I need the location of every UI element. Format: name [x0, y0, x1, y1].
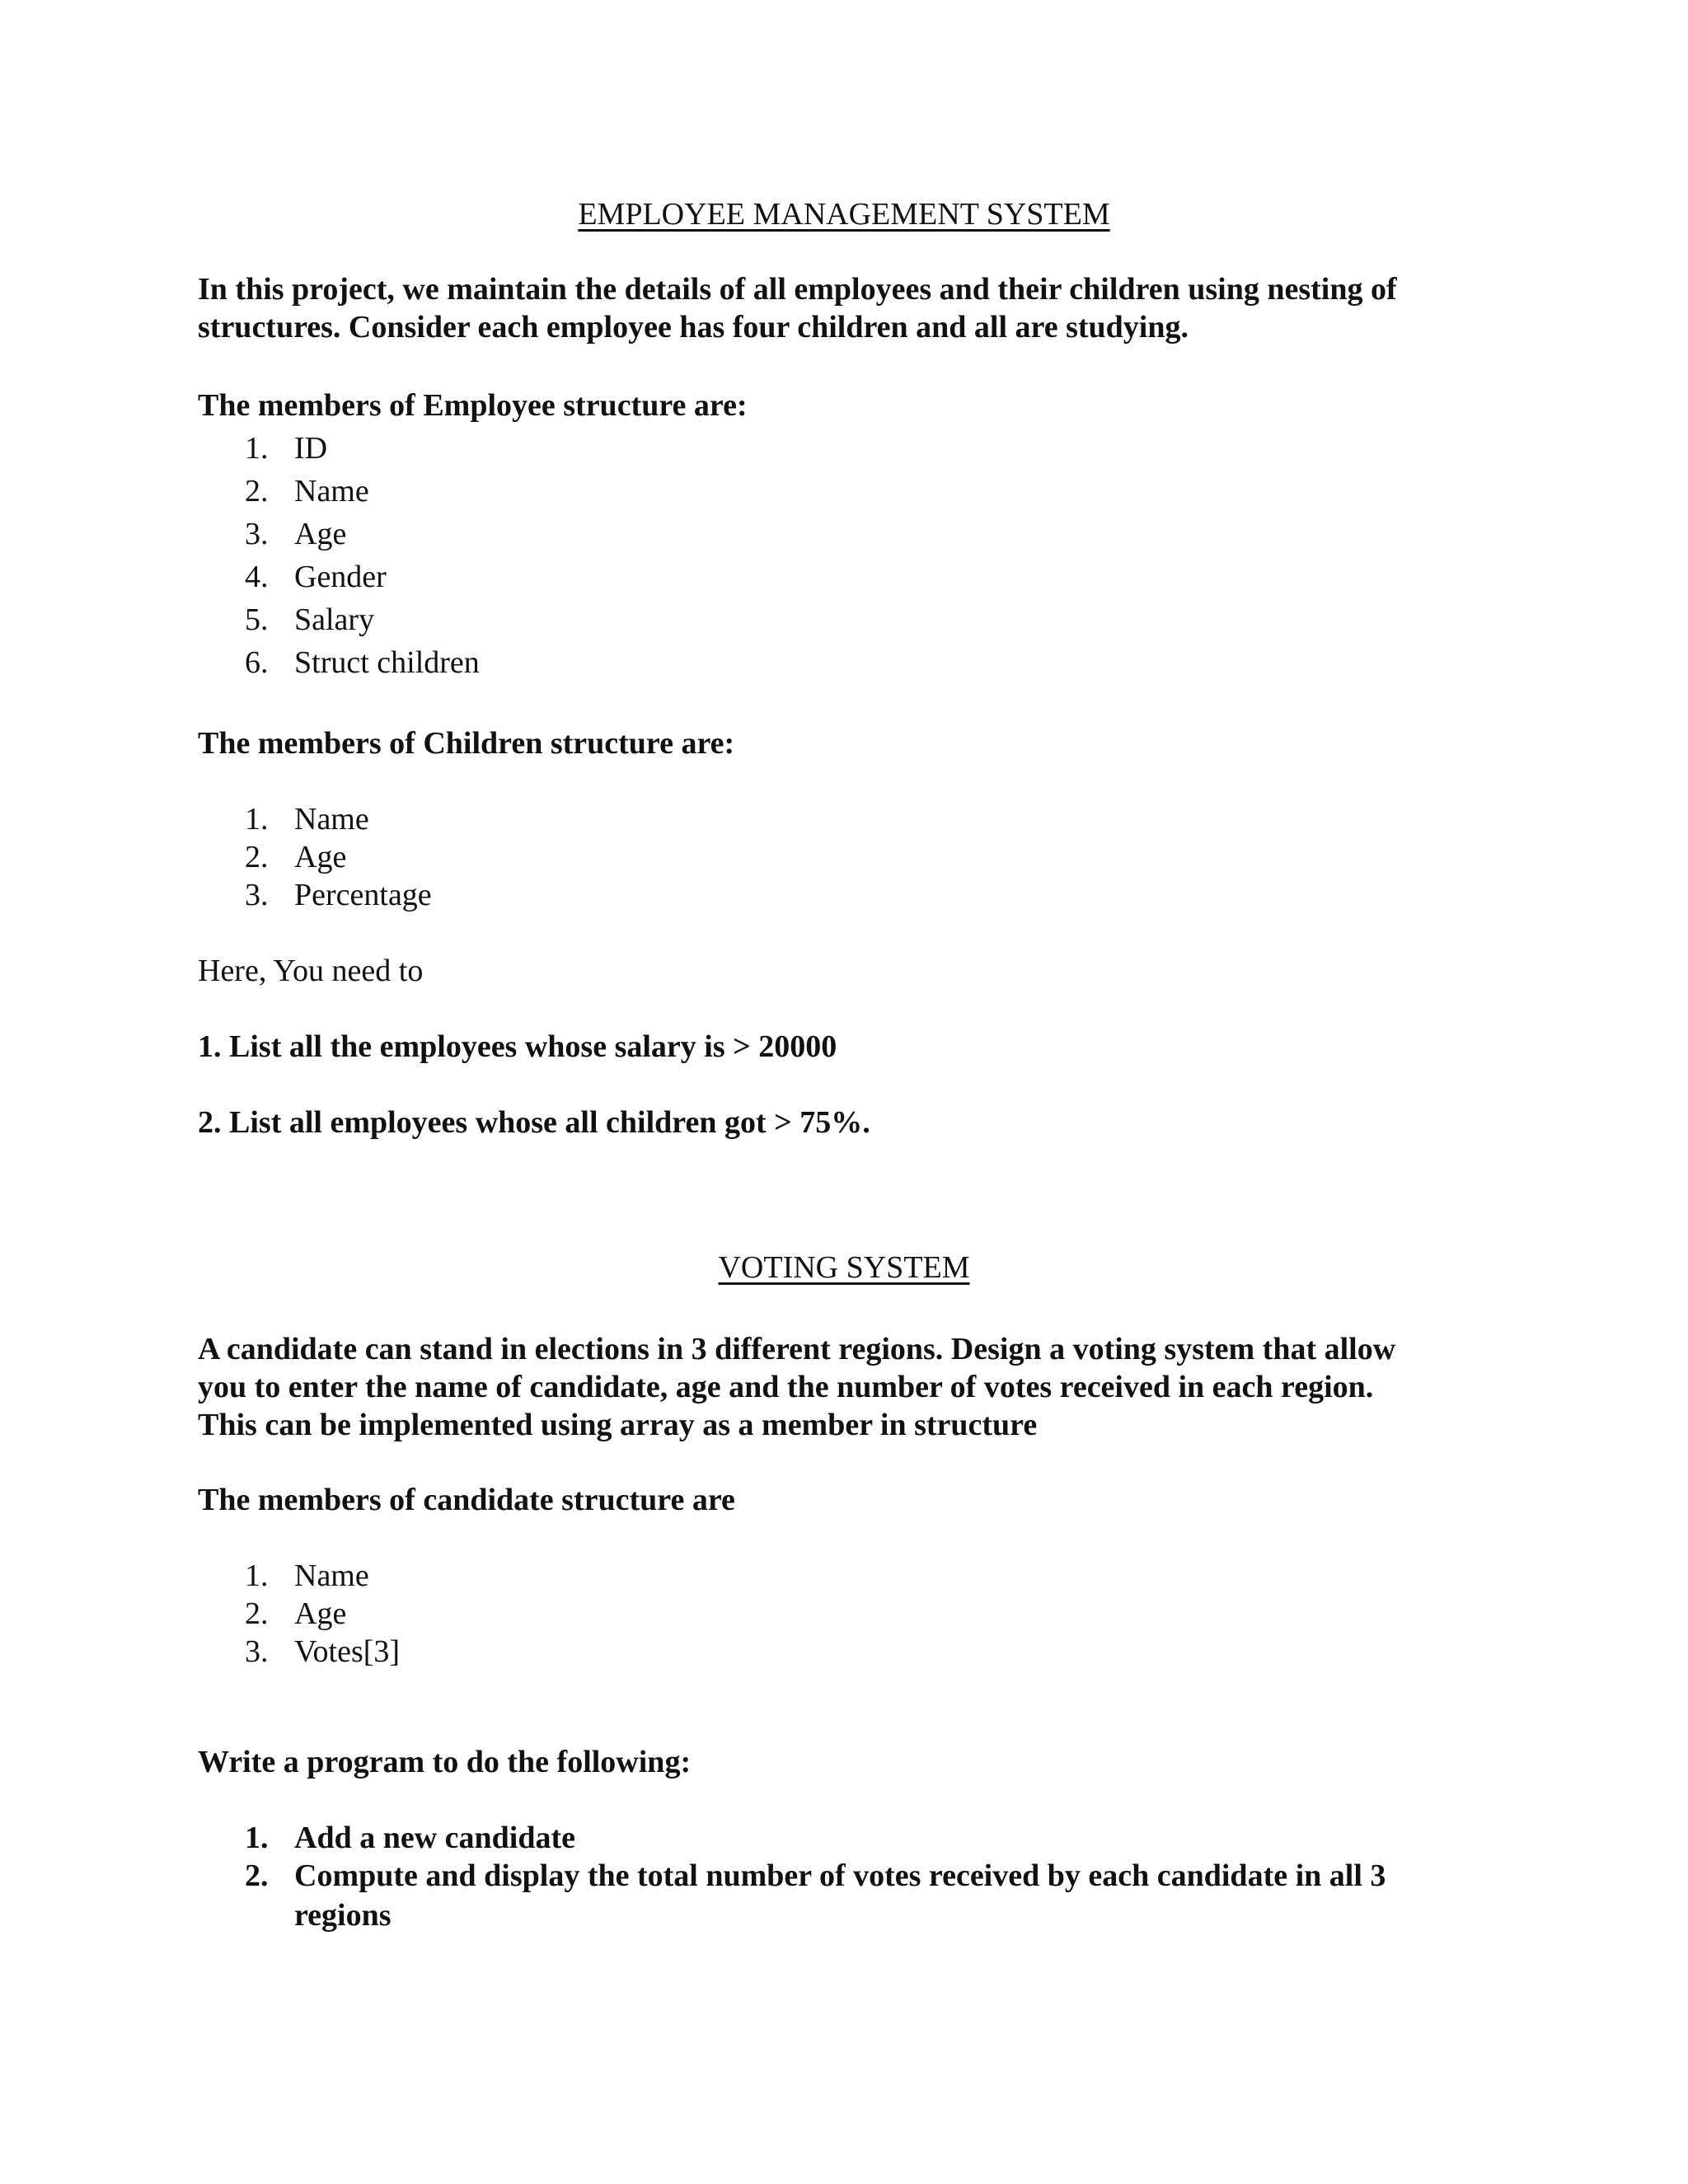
list-text: Name	[294, 474, 369, 509]
list-text: Age	[294, 1596, 347, 1631]
list-item	[245, 430, 327, 466]
list-item	[245, 473, 369, 509]
list-text: Struct children	[294, 645, 480, 680]
employee-intro-line-1: In this project, we maintain the details of all employees and their children using nesting of	[198, 272, 1397, 307]
list-item	[245, 1820, 575, 1856]
list-item	[245, 559, 387, 595]
task-children-percentage: 2. List all employees whose all children got > 75%.	[198, 1105, 870, 1140]
list-text: Add a new candidate	[294, 1821, 575, 1855]
list-number: 1.	[245, 1558, 269, 1593]
list-text: Age	[294, 517, 347, 551]
list-text: Salary	[294, 602, 375, 637]
list-text: Compute and display the total number of votes received by each candidate in all 3	[294, 1858, 1386, 1893]
list-item-continuation	[245, 1897, 392, 1933]
list-text: Name	[294, 802, 369, 837]
list-text: Name	[294, 1558, 369, 1593]
list-number: 2.	[245, 1596, 269, 1631]
list-number: 3.	[245, 878, 269, 912]
list-number: 1.	[245, 431, 269, 466]
list-number: 3.	[245, 517, 269, 551]
list-text: ID	[294, 431, 328, 466]
list-item	[245, 1858, 1386, 1894]
program-heading: Write a program to do the following:	[198, 1745, 692, 1779]
list-item	[245, 1558, 369, 1594]
list-item	[245, 839, 346, 875]
list-text: Gender	[294, 560, 387, 594]
employee-intro-line-2: structures. Consider each employee has four children and all are studying.	[198, 310, 1189, 344]
list-text: Votes[3]	[294, 1634, 401, 1669]
list-number: 1.	[245, 1821, 269, 1855]
voting-intro-line-3: This can be implemented using array as a member in structure	[198, 1408, 1038, 1442]
list-text: regions	[294, 1898, 392, 1933]
voting-intro-line-1: A candidate can stand in elections in 3 different regions. Design a voting system that allow	[198, 1332, 1396, 1366]
list-item	[245, 602, 374, 638]
candidate-members-heading: The members of candidate structure are	[198, 1483, 735, 1517]
list-text: Percentage	[294, 878, 432, 912]
list-number: 2.	[245, 840, 269, 874]
list-text: Age	[294, 840, 347, 874]
children-members-heading: The members of Children structure are:	[198, 726, 735, 761]
list-item	[245, 644, 480, 681]
need-to-text: Here, You need to	[198, 954, 424, 988]
list-item	[245, 1633, 400, 1670]
employee-members-heading: The members of Employee structure are:	[198, 388, 748, 423]
list-item	[245, 801, 369, 837]
list-number: 6.	[245, 645, 269, 680]
list-number: 1.	[245, 802, 269, 837]
voting-intro-line-2: you to enter the name of candidate, age and the number of votes received in each region.	[198, 1370, 1374, 1404]
list-number: 2.	[245, 1858, 269, 1893]
employee-section-title: EMPLOYEE MANAGEMENT SYSTEM	[578, 197, 1110, 232]
list-number: 5.	[245, 602, 269, 637]
list-item	[245, 877, 432, 913]
list-item	[245, 516, 346, 552]
list-number: 2.	[245, 474, 269, 509]
list-item	[245, 1596, 346, 1632]
task-salary: 1. List all the employees whose salary is > 20000	[198, 1029, 837, 1064]
voting-section-title: VOTING SYSTEM	[718, 1250, 970, 1285]
list-number: 4.	[245, 560, 269, 594]
list-number: 3.	[245, 1634, 269, 1669]
